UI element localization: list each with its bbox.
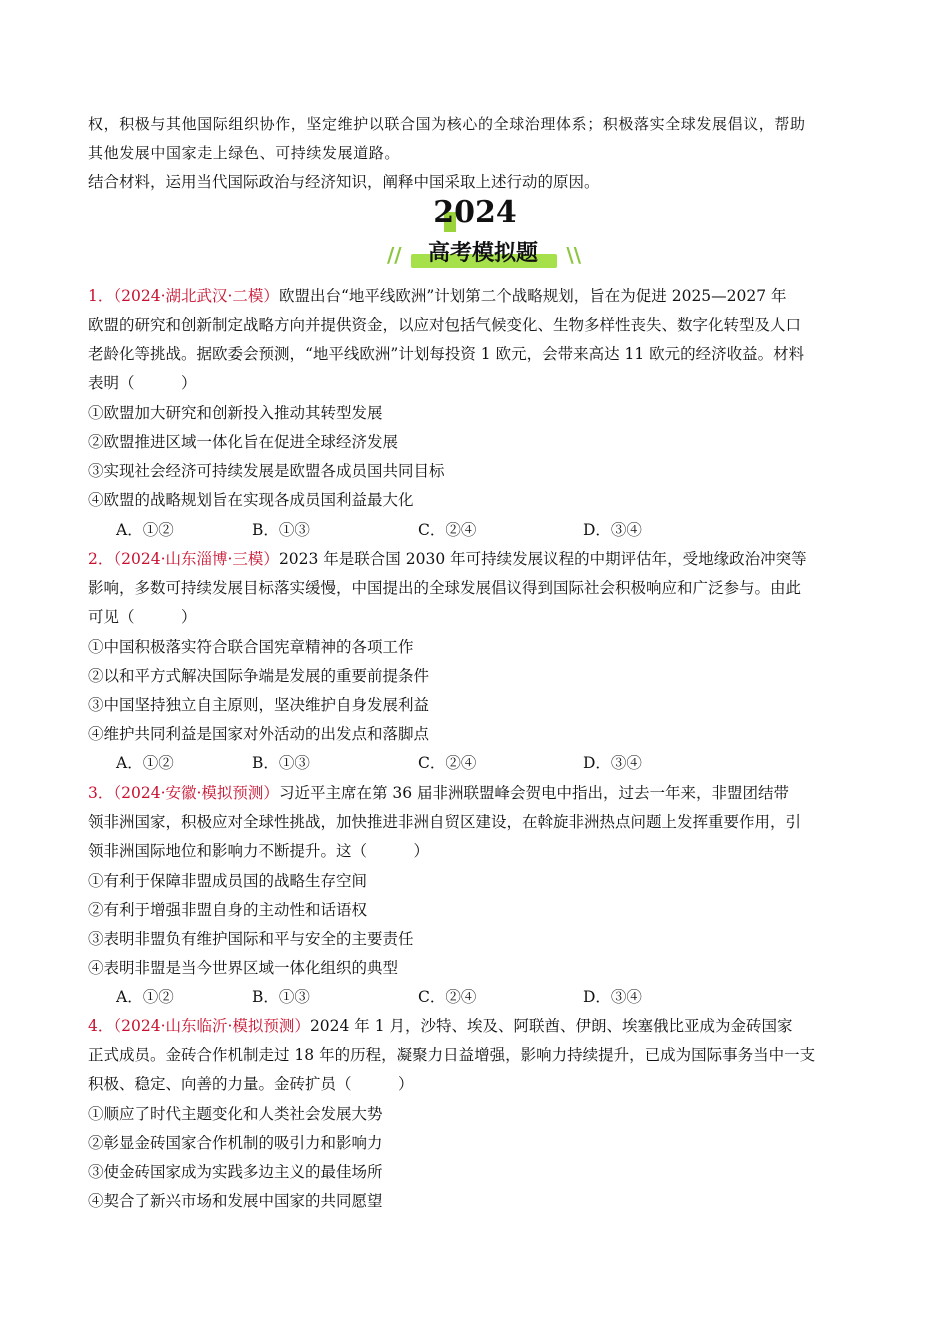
q4-stem-line-1: 4．（2024·山东临沂·模拟预测）2024 年 1 月，沙特、埃及、阿联酋、伊朗、埃塞俄比亚成为金砖国家 [88,1017,793,1035]
q3-stem-line-3: 领非洲国际地位和影响力不断提升。这（ ） [88,842,430,860]
intro-question: 结合材料，运用当代国际政治与经济知识，阐释中国采取上述行动的原因。 [88,173,600,191]
q1-stem-line-3: 老龄化等挑战。据欧委会预测，“地平线欧洲”计划每投资 1 欧元，会带来高达 11 欧元的经济收益。材料 [88,345,805,363]
q1-item-4: ④欧盟的战略规划旨在实现各成员国利益最大化 [88,491,414,509]
q4-source: （2024·山东临沂·模拟预测） [113,1017,310,1035]
q1-choice-b[interactable]: B．①③ [252,521,310,539]
q2-choices [88,749,868,778]
intro-line-1: 权，积极与其他国际组织协作，坚定维护以联合国为核心的全球治理体系；积极落实全球发展倡议，帮助 [88,115,806,133]
q3-stem-line-2: 领非洲国家，积极应对全球性挑战，加快推进非洲自贸区建设，在斡旋非洲热点问题上发挥重要作用，引 [88,813,802,831]
q2-item-4: ④维护共同利益是国家对外活动的出发点和落脚点 [88,725,430,743]
q2-stem-line-3: 可见（ ） [88,608,197,626]
q3-choice-d[interactable]: D．③④ [583,988,642,1006]
q2-choice-a[interactable]: A．①② [116,754,174,772]
q2-choice-b[interactable]: B．①③ [252,754,310,772]
q1-choices [88,516,868,545]
q1-choice-c[interactable]: C．②④ [418,521,477,539]
banner-slash-right: \\ [566,243,581,267]
q4-number: 4． [88,1017,114,1035]
q1-item-1: ①欧盟加大研究和创新投入推动其转型发展 [88,404,383,422]
q3-source: （2024·安徽·模拟预测） [113,784,279,802]
q2-number: 2． [88,550,114,568]
q1-item-2: ②欧盟推进区域一体化旨在促进全球经济发展 [88,433,399,451]
q3-choice-c[interactable]: C．②④ [418,988,477,1006]
banner-slash-left: // [387,243,402,267]
q1-choice-a[interactable]: A．①② [116,521,174,539]
q3-item-3: ③表明非盟负有维护国际和平与安全的主要责任 [88,930,414,948]
q3-item-2: ②有利于增强非盟自身的主动性和话语权 [88,901,368,919]
q4-stem-line-3: 积极、稳定、向善的力量。金砖扩员（ ） [88,1075,414,1093]
q4-item-2: ②彰显金砖国家合作机制的吸引力和影响力 [88,1134,383,1152]
q4-item-3: ③使金砖国家成为实践多边主义的最佳场所 [88,1163,383,1181]
q4-item-1: ①顺应了时代主题变化和人类社会发展大势 [88,1105,383,1123]
q1-item-3: ③实现社会经济可持续发展是欧盟各成员国共同目标 [88,462,445,480]
q1-source: （2024·湖北武汉·二模） [113,287,279,305]
intro-line-2: 其他发展中国家走上绿色、可持续发展道路。 [88,144,401,162]
section-year: 2024 [433,195,517,230]
q1-stem-line-1: 1．（2024·湖北武汉·二模）欧盟出台“地平线欧洲”计划第二个战略规划，旨在为促进 2025—2027 年 [88,287,787,305]
q3-number: 3． [88,784,114,802]
q1-stem-line-4: 表明（ ） [88,374,197,392]
q3-item-1: ①有利于保障非盟成员国的战略生存空间 [88,872,368,890]
section-banner [387,237,581,273]
q4-stem-line-2: 正式成员。金砖合作机制走过 18 年的历程，凝聚力日益增强，影响力持续提升，已成为国际事务当中一支 [88,1046,816,1064]
banner-title: 高考模拟题 [427,241,538,266]
q3-choice-a[interactable]: A．①② [116,988,174,1006]
q3-choice-b[interactable]: B．①③ [252,988,310,1006]
q2-item-1: ①中国积极落实符合联合国宪章精神的各项工作 [88,638,414,656]
q2-source: （2024·山东淄博·三模） [113,550,279,568]
q2-choice-c[interactable]: C．②④ [418,754,477,772]
q3-item-4: ④表明非盟是当今世界区域一体化组织的典型 [88,959,399,977]
q2-choice-d[interactable]: D．③④ [583,754,642,772]
q1-choice-d[interactable]: D．③④ [583,521,642,539]
q2-stem-line-2: 影响，多数可持续发展目标落实缓慢，中国提出的全球发展倡议得到国际社会积极响应和广泛参与。由此 [88,579,802,597]
q1-stem-line-2: 欧盟的研究和创新制定战略方向并提供资金，以应对包括气候变化、生物多样性丧失、数字化转型及人口 [88,316,802,334]
q3-choices [88,983,868,1012]
q1-number: 1． [88,287,114,305]
q3-stem-line-1: 3．（2024·安徽·模拟预测）习近平主席在第 36 届非洲联盟峰会贺电中指出，过去一年来，非盟团结带 [88,784,790,802]
q2-item-3: ③中国坚持独立自主原则，坚决维护自身发展利益 [88,696,430,714]
q2-item-2: ②以和平方式解决国际争端是发展的重要前提条件 [88,667,430,685]
q2-stem-line-1: 2．（2024·山东淄博·三模）2023 年是联合国 2030 年可持续发展议程的中期评估年，受地缘政治冲突等 [88,550,807,568]
q4-item-4: ④契合了新兴市场和发展中国家的共同愿望 [88,1192,383,1210]
